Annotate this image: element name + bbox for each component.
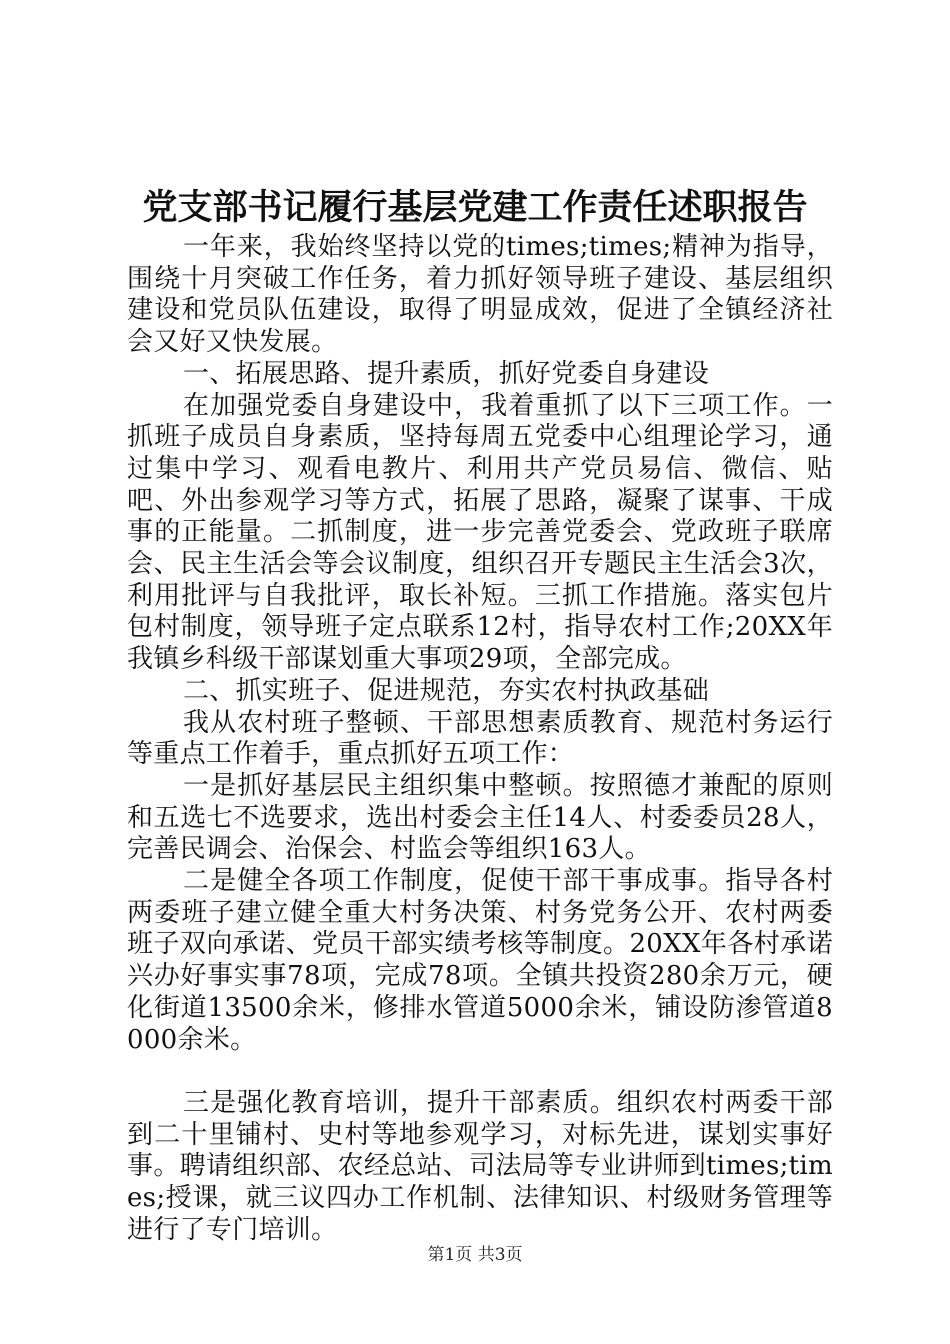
document-title: 党支部书记履行基层党建工作责任述职报告 (142, 187, 808, 228)
section-heading-2: 二、抓实班子、促进规范，夯实农村执政基础 (183, 675, 710, 706)
paragraph-item-1: 一是抓好基层民主组织集中整顿。按照德才兼配的原则和五选七不选要求，选出村委会主任14人、村委委员28人，完善民调会、治保会、村监会等组织163人。 (127, 770, 833, 865)
page-footer: 第1页 共3页 (427, 1245, 523, 1265)
section-heading-1: 一、拓展思路、提升素质，抓好党委自身建设 (183, 358, 710, 389)
paragraph-item-3: 三是强化教育培训，提升干部素质。组织农村两委干部到二十里铺村、史村等地参观学习，对标先进，谋划实事好事。聘请组织部、农经总站、司法局等专业讲师到times;times;授课，就三议四办工作机制、法律知识、村级财务管理等进行了专门培训。 (127, 1087, 833, 1245)
document-body (127, 232, 833, 1246)
paragraph-section-2-intro: 我从农村班子整顿、干部思想素质教育、规范村务运行等重点工作着手，重点抓好五项工作： (127, 707, 833, 770)
paragraph-section-1: 在加强党委自身建设中，我着重抓了以下三项工作。一抓班子成员自身素质，坚持每周五党委中心组理论学习，通过集中学习、观看电教片、利用共产党员易信、微信、贴吧、外出参观学习等方式，拓展了思路，凝聚了谋事、干成事的正能量。二抓制度，进一步完善党委会、党政班子联席会、民主生活会等会议制度，组织召开专题民主生活会3次，利用批评与自我批评，取长补短。三抓工作措施。落实包片包村制度，领导班子定点联系12村，指导农村工作;20XX年我镇乡科级干部谋划重大事项29项，全部完成。 (127, 390, 833, 675)
paragraph-intro: 一年来，我始终坚持以党的times;times;精神为指导，围绕十月突破工作任务，着力抓好领导班子建设、基层组织建设和党员队伍建设，取得了明显成效，促进了全镇经济社会又好又快发展。 (127, 232, 833, 358)
blank-line (127, 1056, 833, 1088)
paragraph-item-2: 二是健全各项工作制度，促使干部干事成事。指导各村两委班子建立健全重大村务决策、村务党务公开、农村两委班子双向承诺、党员干部实绩考核等制度。20XX年各村承诺兴办好事实事78项，完成78项。全镇共投资280余万元，硬化街道13500余米，修排水管道5000余米，铺设防渗管道8000余米。 (127, 866, 833, 1055)
